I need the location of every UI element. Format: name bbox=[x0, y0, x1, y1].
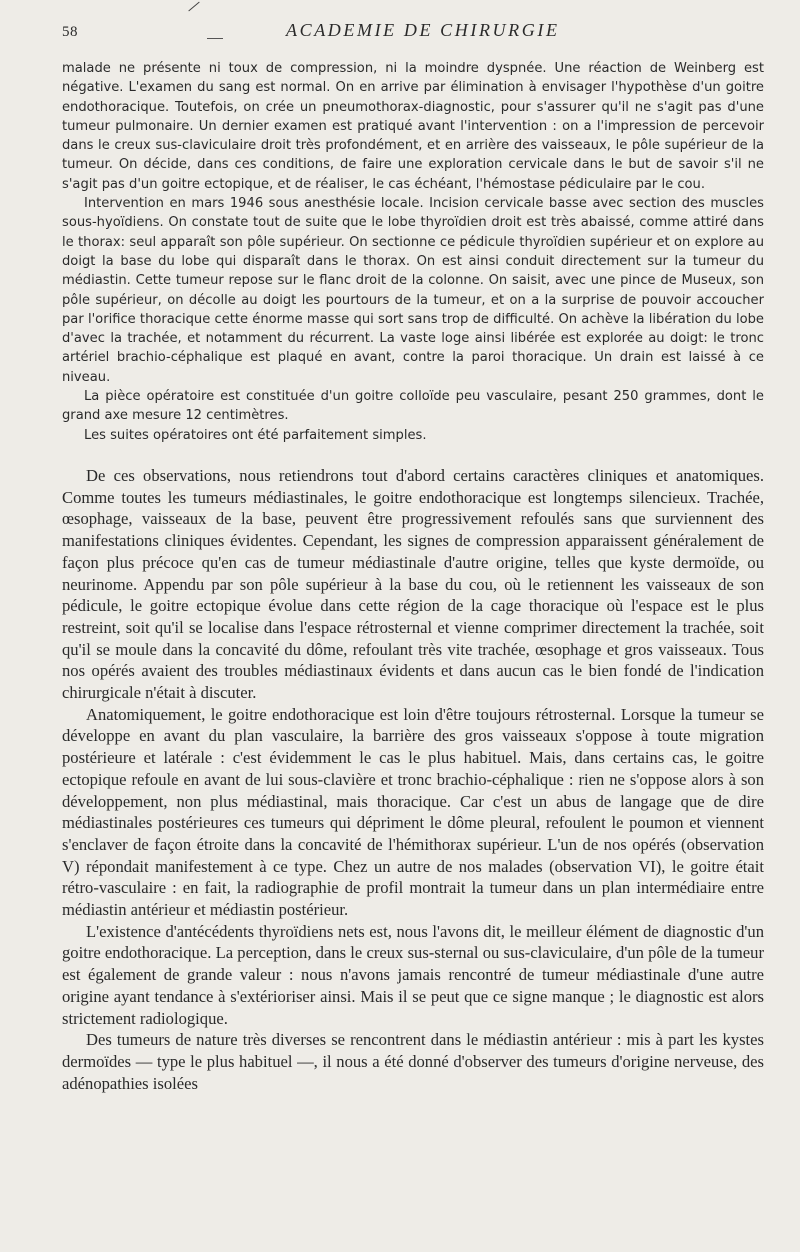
body-paragraph: Anatomiquement, le goitre endothoracique est loin d'être toujours rétrosternal. Lorsque la tumeur se développe en avant du plan vasculaire, la barrière des gros vaisseaux s'oppose à toute migration postérieure et latérale : c'est évidemment le cas le plus habituel. Mais, dans certains cas, le goitre ectopique refoule en avant de lui sous-clavière et tronc brachio-céphalique : rien ne s'oppose alors à son développement, non plus médiastinal, mais thoracique. Car c'est un abus de langage que de dire médiastinales postérieures ces tumeurs qui dépriment le dôme pleural, refoulent le poumon et viennent s'enclaver de façon étroite dans la concavité de l'hémithorax supérieur. L'un de nos opérés (observation V) répondait manifestement à ce type. Chez un autre de nos malades (observation VI), le goitre était rétro-vasculaire : en fait, la radiographie de profil montrait la tumeur dans un plan intermédiaire entre médiastin antérieur et médiastin postérieur. bbox=[62, 704, 764, 920]
page-number: 58 bbox=[62, 24, 78, 40]
small-paragraph: malade ne présente ni toux de compression, ni la moindre dyspnée. Une réaction de Weinberg est négative. L'examen du sang est normal. On en arrive par élimination à envisager l'hypothèse d'un goitre endothoracique. Toutefois, on crée un pneumothorax-diagnostic, pour s'assurer qu'il ne s'agit pas d'une tumeur pulmonaire. Un dernier examen est pratiqué avant l'intervention : on a l'impression de percevoir dans le creux sus-claviculaire droit très profondément, et en arrière des vaisseaux, le pôle supérieur de la tumeur. On décide, dans ces conditions, de faire une exploration cervicale dans le but de savoir s'il ne s'agit pas d'un goitre ectopique, et de réaliser, le cas échéant, l'hémostase pédiculaire par le cou. bbox=[62, 61, 764, 192]
discussion-text bbox=[62, 465, 764, 1094]
pen-mark bbox=[188, 2, 199, 12]
running-title: ACADEMIE DE CHIRURGIE bbox=[286, 20, 560, 40]
body-paragraph: De ces observations, nous retiendrons tout d'abord certains caractères cliniques et anatomiques. Comme toutes les tumeurs médiastinales, le goitre endothoracique est longtemps silencieux. Trachée, œsophage, vaisseaux de la base, peuvent être progressivement refoulés sans que surviennent des manifestations cliniques évidentes. Cependant, les signes de compression apparaissent généralement de façon plus précoce qu'en cas de tumeur médiastinale d'autre origine, telles que kyste dermoïde, ou neurinome. Appendu par son pôle supérieur à la base du cou, où le retiennent les vaisseaux de son pédicule, le goitre ectopique évolue dans cette région de la cage thoracique où l'espace est le plus restreint, soit qu'il se localise dans l'espace rétrosternal et vienne comprimer directement la trachée, soit qu'il se moule dans la concavité du dôme, refoulant très vite trachée, œsophage et gros vaisseaux. Tous nos opérés avaient des troubles médiastinaux évidents et dans aucun cas le bien fondé de l'indication chirurgicale n'était à discuter. bbox=[62, 466, 764, 703]
small-paragraph: La pièce opératoire est constituée d'un goitre colloïde peu vasculaire, pesant 250 grammes, dont le grand axe mesure 12 centimètres. bbox=[62, 389, 764, 424]
case-report-text bbox=[62, 59, 764, 445]
small-paragraph: Intervention en mars 1946 sous anesthésie locale. Incision cervicale basse avec section des muscles sous-hyoïdiens. On constate tout de suite que le lobe thyroïdien droit est très abaissé, comme attiré dans le thorax: seul apparaît son pôle supérieur. On sectionne ce pédicule thyroïdien supérieur et on explore au doigt la base du lobe qui disparaît dans le thorax. On est ainsi conduit directement sur la tumeur du médiastin. Cette tumeur repose sur le flanc droit de la colonne. On saisit, avec une pince de Museux, son pôle supérieur, on décolle au doigt les pourtours de la tumeur, et on a la surprise de pouvoir accoucher par l'orifice thoracique cette énorme masse qui sort sans trop de difficulté. On achève la libération du lobe d'avec la trachée, et notamment du récurrent. La vaste loge ainsi libérée est explorée au doigt: le tronc artériel brachio-céphalique est plaqué en avant, contre la paroi thoracique. Un drain est laissé à ce niveau. bbox=[62, 196, 764, 385]
page-header bbox=[62, 18, 762, 48]
small-paragraph: Les suites opératoires ont été parfaitement simples. bbox=[84, 427, 427, 443]
body-paragraph: Des tumeurs de nature très diverses se rencontrent dans le médiastin antérieur : mis à part les kystes dermoïdes — type le plus habituel —, il nous a été donné d'observer des tumeurs d'origine nerveuse, des adénopathies isolées bbox=[62, 1030, 764, 1093]
body-paragraph: L'existence d'antécédents thyroïdiens nets est, nous l'avons dit, le meilleur élément de diagnostic d'un goitre endothoracique. La perception, dans le creux sus-sternal ou sus-claviculaire, d'un pôle de la tumeur est également de grande valeur : nous n'avons jamais rencontré de tumeur médiastinale d'une autre origine ayant tendance à s'extérioriser ainsi. Mais il se peut que ce signe manque ; le diagnostic est alors strictement radiologique. bbox=[62, 921, 764, 1028]
header-dash bbox=[207, 38, 223, 39]
